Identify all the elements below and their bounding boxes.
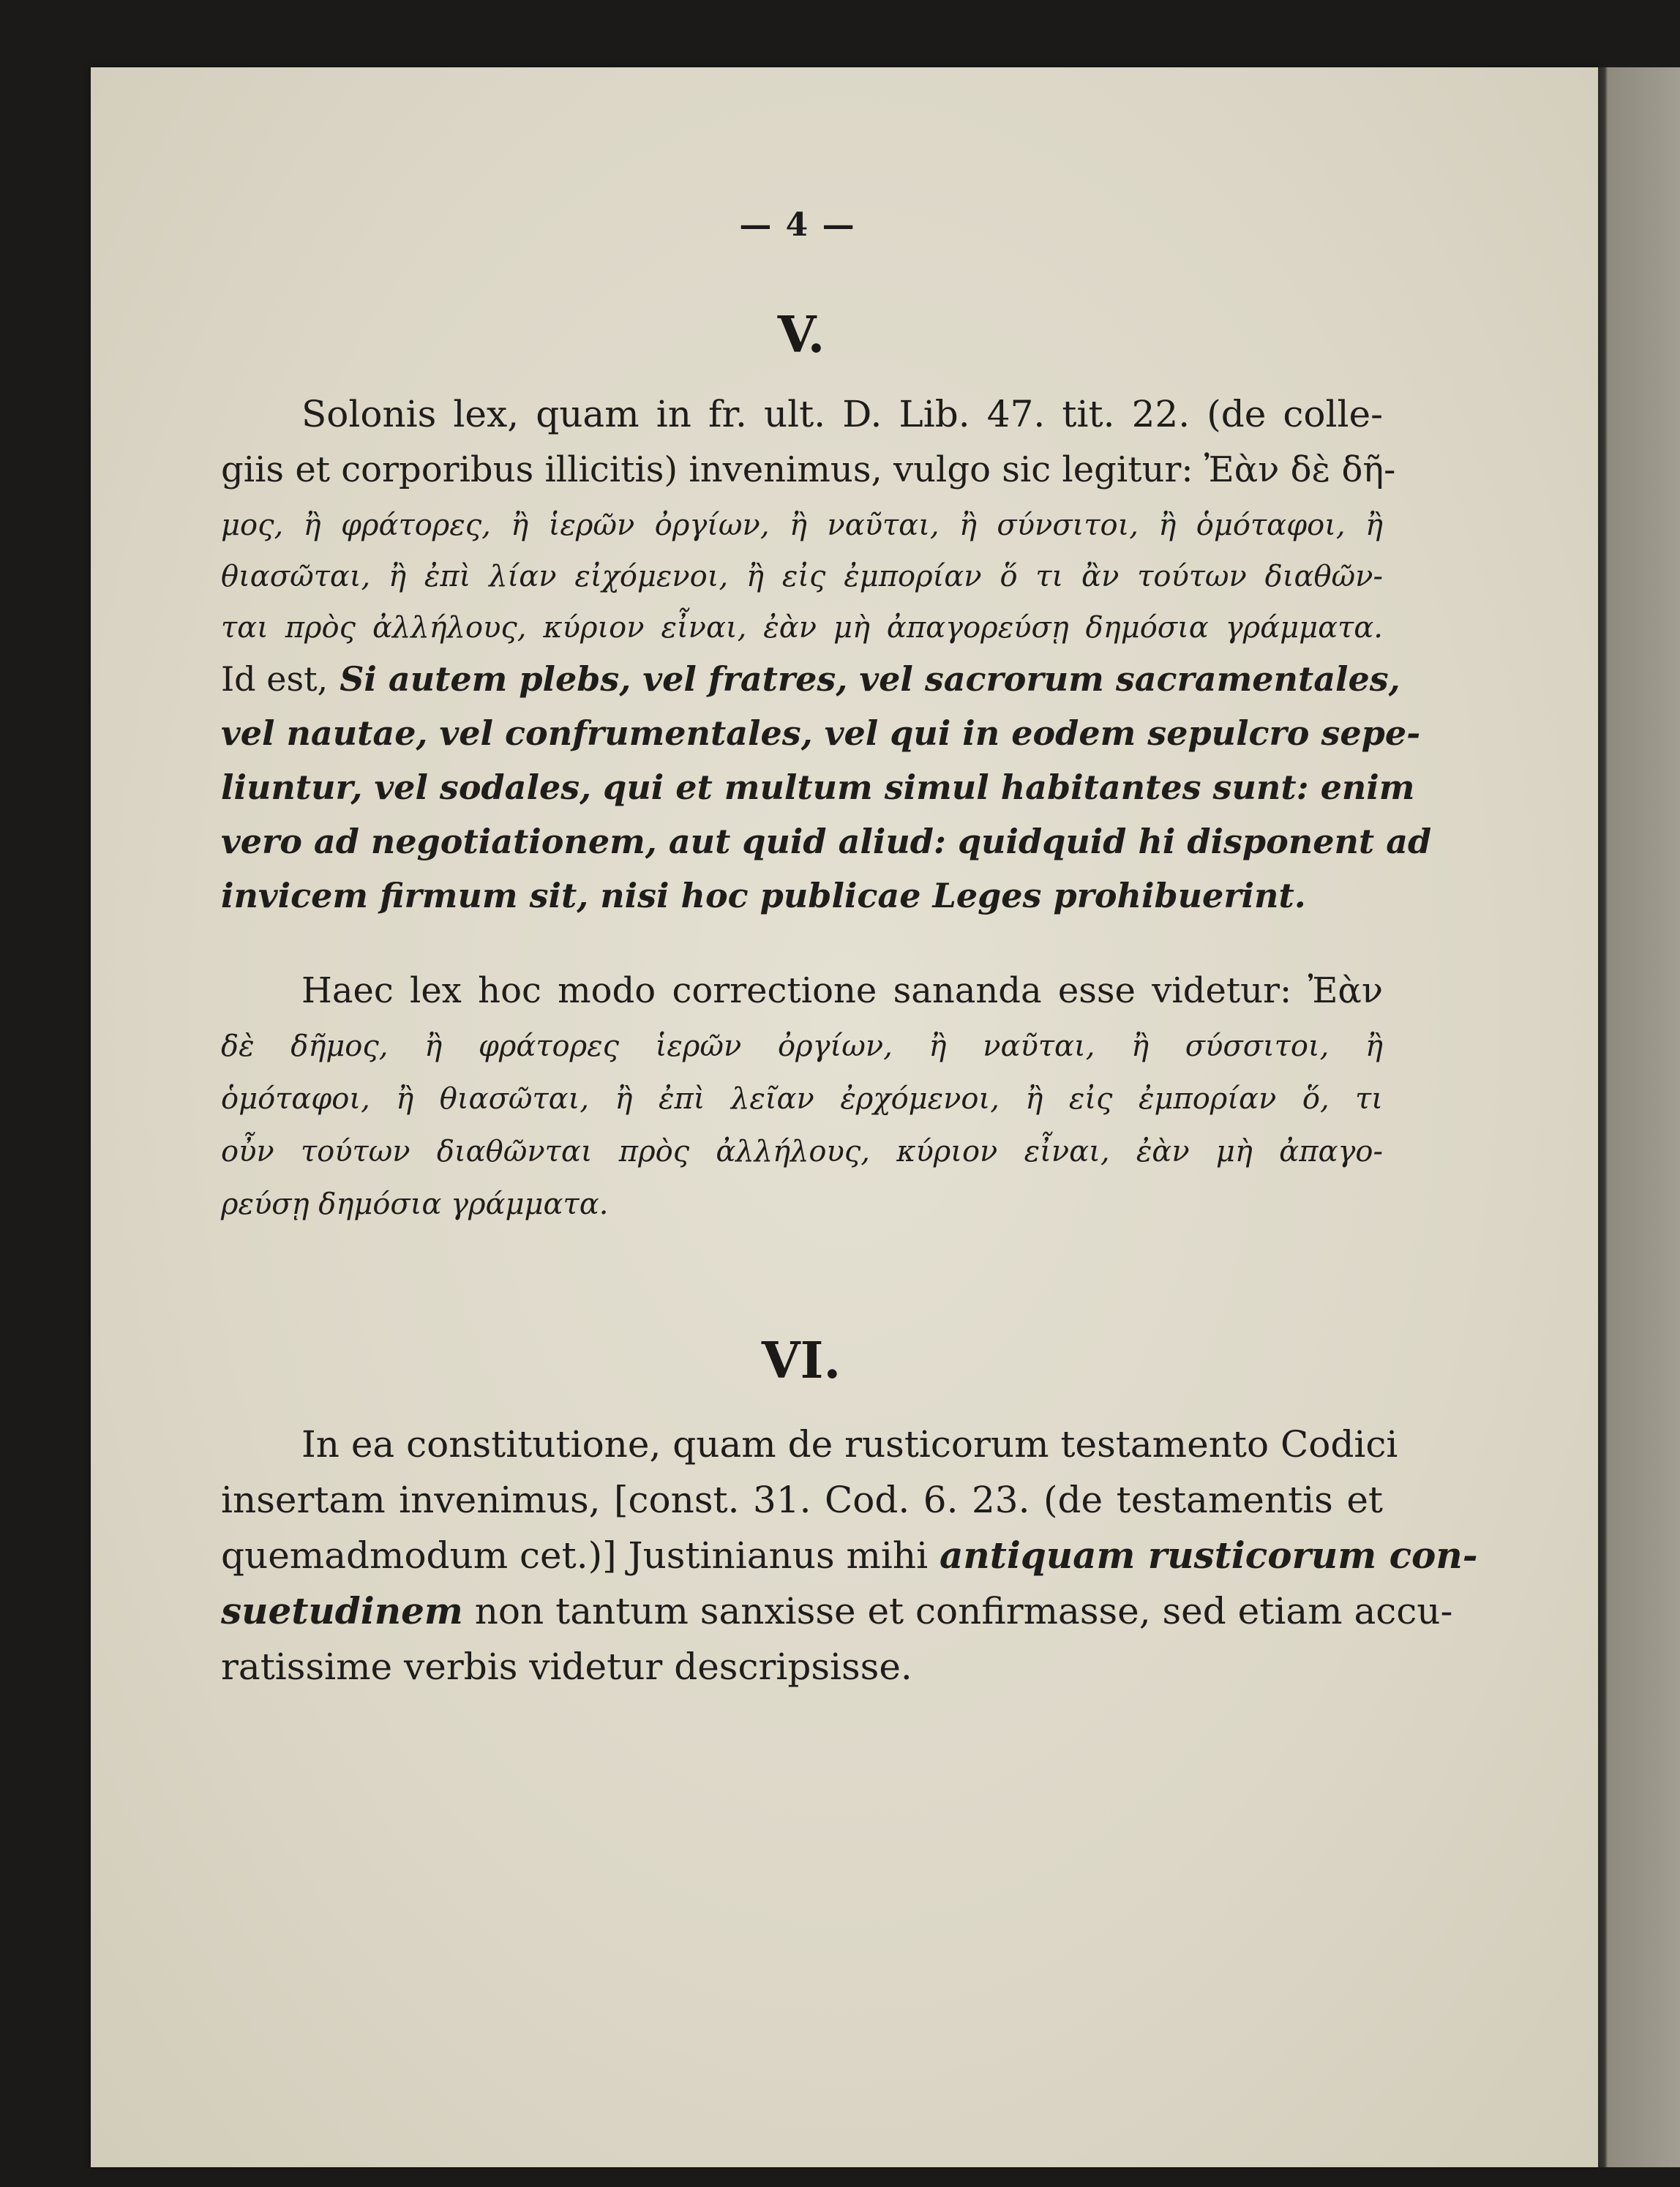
text-line: insertam invenimus, [const. 31. Cod. 6. 23. (de testamentis et xyxy=(221,1479,1383,1521)
text-line: vero ad negotiationem, aut quid aliud: quidquid hi disponent ad xyxy=(221,822,1432,861)
text-line: vel nautae, vel confrumentales, vel qui in eodem sepulcro sepe- xyxy=(221,713,1421,753)
text-line: In ea constitutione, quam de rusticorum testamento Codici xyxy=(301,1423,1398,1466)
section-heading-vi: VI. xyxy=(761,1332,841,1390)
emphasis-text: antiquam rusticorum con- xyxy=(940,1534,1478,1577)
text-line xyxy=(221,1529,1478,1582)
text-segment: non tantum sanxisse et confirmasse, sed etiam accu- xyxy=(474,1590,1453,1632)
latin-translation: Si autem plebs, vel fratres, vel sacrorum sacramentales, xyxy=(340,659,1400,699)
next-page-edge xyxy=(1598,67,1680,2167)
text-line: giis et corporibus illicitis) invenimus, vulgo sic legitur: Ἐὰν δὲ δῆ- xyxy=(221,449,1396,490)
text-line: Solonis lex, quam in fr. ult. D. Lib. 47. tit. 22. (de colle- xyxy=(301,393,1383,435)
latin-lead: Id est, xyxy=(221,659,329,699)
text-line: liuntur, vel sodales, qui et multum simul habitantes sunt: enim xyxy=(221,768,1415,807)
text-line: ρεύσῃ δημόσια γράμματα. xyxy=(221,1188,609,1221)
text-line: οὖν τούτων διαθῶνται πρὸς ἀλλήλους, κύριον εἶναι, ἐὰν μὴ ἀπαγο- xyxy=(221,1135,1383,1168)
text-line xyxy=(221,1585,1453,1638)
text-line: θιασῶται, ἢ ἐπὶ λίαν εἰχόμενοι, ἢ εἰς ἐμπορίαν ὅ τι ἂν τούτων διαθῶν- xyxy=(221,560,1383,593)
text-line: δὲ δῆμος, ἢ φράτορες ἱερῶν ὀργίων, ἢ ναῦται, ἢ σύσσιτοι, ἢ xyxy=(221,1029,1383,1063)
text-line: ται πρὸς ἀλλήλους, κύριον εἶναι, ἐὰν μὴ ἀπαγορεύσῃ δημόσια γράμματα. xyxy=(221,611,1383,645)
page-number: — 4 — xyxy=(739,206,856,244)
text-line: Haec lex hoc modo correctione sananda esse videtur: Ἐὰν xyxy=(301,970,1383,1011)
text-line: ὁμόταφοι, ἢ θιασῶται, ἢ ἐπὶ λεῖαν ἐρχόμενοι, ἢ εἰς ἐμπορίαν ὅ, τι xyxy=(221,1082,1383,1116)
text-line: ratissime verbis videtur descripsisse. xyxy=(221,1646,912,1688)
text-line xyxy=(221,653,1400,705)
text-segment: quemadmodum cet.)] Justinianus mihi xyxy=(221,1534,929,1577)
emphasis-text: suetudinem xyxy=(221,1589,463,1632)
section-heading-v: V. xyxy=(777,306,825,364)
text-line: μος, ἢ φράτορες, ἢ ἱερῶν ὀργίων, ἢ ναῦται, ἢ σύνσιτοι, ἢ ὁμόταφοι, ἢ xyxy=(221,509,1383,542)
text-line: invicem firmum sit, nisi hoc publicae Leges prohibuerint. xyxy=(221,876,1306,915)
